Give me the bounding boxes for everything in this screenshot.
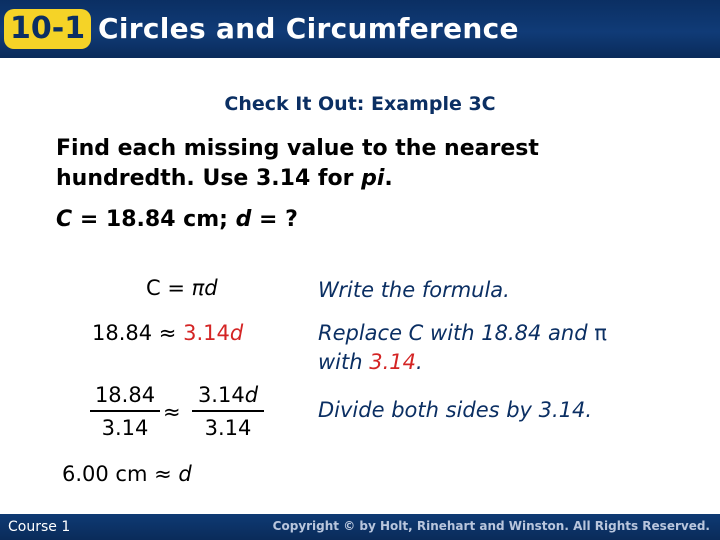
note-replace-pre: Replace C with 18.84 and (318, 321, 595, 345)
problem-line-2: hundredth. Use 3.14 for (56, 166, 362, 191)
header-bar (0, 0, 720, 58)
formula-variable: d (204, 276, 218, 300)
fraction-right (192, 383, 264, 440)
replace-variable: d (229, 321, 244, 345)
note-replace (318, 319, 678, 377)
note-formula: Write the formula. (318, 278, 510, 302)
given-d-text: = ? (251, 207, 298, 232)
step-formula (146, 276, 218, 300)
problem-statement (56, 134, 656, 194)
course-label: Course 1 (8, 519, 71, 535)
fraction-right-value: 3.14 (197, 383, 245, 407)
result-variable: d (178, 462, 192, 486)
fraction-right-denominator: 3.14 (204, 416, 252, 440)
step-replace (92, 321, 243, 345)
pi-symbol: π (191, 276, 205, 300)
fraction-left-denominator: 3.14 (101, 416, 149, 440)
example-subtitle: Check It Out: Example 3C (224, 93, 496, 115)
note-pi-symbol: π (594, 321, 607, 345)
pi-word: pi (361, 166, 385, 191)
approx-symbol: ≈ (163, 400, 181, 424)
copyright-text: Copyright © by Holt, Rinehart and Winston. All Rights Reserved. (272, 519, 710, 533)
replace-value: 3.14 (183, 321, 230, 345)
step-result (62, 462, 192, 486)
fraction-left-numerator: 18.84 (90, 383, 160, 412)
given-c-variable: C (56, 207, 73, 232)
note-replace-value: 3.14 (369, 350, 416, 374)
problem-line-2-end: . (384, 166, 393, 191)
given-values (56, 207, 298, 232)
fraction-right-variable: d (244, 383, 259, 407)
fraction-right-numerator (192, 383, 264, 412)
footer-bar (0, 514, 720, 540)
fraction-left (90, 383, 160, 440)
note-divide: Divide both sides by 3.14. (318, 398, 593, 422)
lesson-title: Circles and Circumference (98, 12, 519, 45)
given-d-variable: d (235, 207, 252, 232)
replace-lhs: 18.84 ≈ (92, 321, 184, 345)
lesson-number-badge: 10-1 (4, 9, 91, 49)
note-replace-post: . (416, 350, 423, 374)
formula-lhs: C = (146, 276, 192, 300)
problem-line-1: Find each missing value to the nearest (56, 136, 539, 161)
given-c-text: = 18.84 cm; (72, 207, 236, 232)
result-value: 6.00 cm ≈ (62, 462, 179, 486)
note-replace-mid: with (318, 350, 370, 374)
